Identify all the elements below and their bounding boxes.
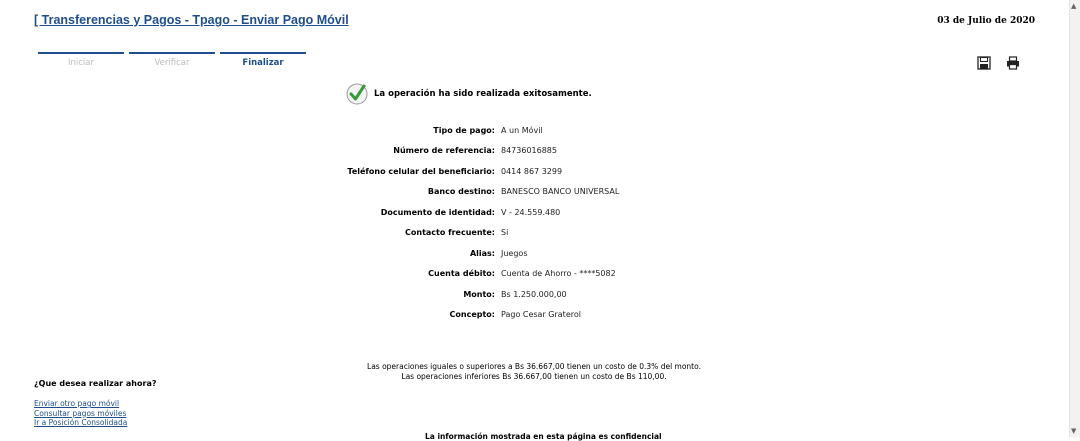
- payment-details: [300, 120, 619, 325]
- detail-row-banco: [300, 182, 619, 203]
- page-title: [ Transferencias y Pagos - Tpago - Enviar Pago Móvil: [34, 13, 349, 27]
- detail-value: 84736016885: [501, 146, 557, 156]
- detail-label: Contacto frecuente:: [405, 228, 495, 238]
- step-iniciar: Iniciar: [38, 52, 124, 68]
- detail-value: A un Móvil: [501, 125, 543, 135]
- detail-label: Alias:: [469, 248, 495, 258]
- detail-row-contacto: [300, 223, 619, 244]
- scroll-down-icon[interactable]: ▼: [1071, 427, 1077, 435]
- detail-label: Número de referencia:: [393, 146, 495, 156]
- vertical-scrollbar[interactable]: [1069, 0, 1080, 437]
- detail-row-telefono: [300, 161, 619, 182]
- current-date: 03 de Julio de 2020: [937, 16, 1035, 26]
- commission-note-line1: Las operaciones iguales o superiores a Bs 36.667,00 tienen un costo de 0.3% del monto.: [367, 362, 701, 371]
- detail-row-monto: [300, 284, 619, 305]
- detail-row-cuenta: [300, 264, 619, 285]
- detail-label: Cuenta débito:: [428, 269, 495, 279]
- detail-label: Teléfono celular del beneficiario:: [347, 166, 495, 176]
- link-consultar-pagos[interactable]: Consultar pagos móviles: [34, 408, 127, 418]
- link-posicion-consolidada[interactable]: Ir a Posición Consolidada: [34, 418, 128, 427]
- commission-note-line2: Las operaciones inferiores Bs 36.667,00 tienen un costo de Bs 110,00.: [401, 371, 667, 381]
- commission-note: [300, 362, 768, 381]
- next-actions-links: [34, 399, 127, 428]
- progress-steps: [38, 52, 306, 68]
- detail-row-documento: [300, 202, 619, 223]
- detail-label: Banco destino:: [427, 187, 495, 197]
- detail-row-concepto: [300, 305, 619, 326]
- check-icon: [346, 83, 368, 105]
- detail-value: Juegos: [501, 248, 528, 258]
- detail-row-alias: [300, 243, 619, 264]
- detail-label: Documento de identidad:: [380, 207, 495, 217]
- scroll-up-icon[interactable]: ▲: [1071, 2, 1077, 10]
- confirmation-message: La operación ha sido realizada exitosamente.: [374, 89, 592, 99]
- confirmation-banner: [346, 83, 592, 105]
- detail-value: Bs 1.250.000,00: [501, 289, 567, 299]
- detail-label: Tipo de pago:: [433, 125, 495, 135]
- detail-label: Concepto:: [449, 310, 495, 320]
- page-title-text: Transferencias y Pagos - Tpago - Enviar Pago Móvil: [41, 13, 349, 27]
- step-finalizar: Finalizar: [220, 52, 306, 68]
- step-verificar: Verificar: [129, 52, 215, 68]
- detail-value: Pago Cesar Graterol: [501, 310, 581, 320]
- detail-value: Si: [501, 228, 509, 238]
- next-actions-heading: ¿Que desea realizar ahora?: [34, 379, 157, 388]
- detail-row-tipo-pago: [300, 120, 619, 141]
- print-icon[interactable]: [1006, 55, 1020, 69]
- detail-label: Monto:: [463, 289, 495, 299]
- link-enviar-otro-pago[interactable]: Enviar otro pago móvil: [34, 399, 120, 408]
- save-icon[interactable]: [977, 55, 991, 69]
- confidential-footer: La información mostrada en esta página es confidencial: [425, 432, 662, 441]
- detail-value: V - 24.559.480: [501, 207, 561, 217]
- detail-value: BANESCO BANCO UNIVERSAL: [501, 187, 620, 197]
- detail-row-referencia: [300, 141, 619, 162]
- detail-value: 0414 867 3299: [501, 166, 563, 176]
- detail-value: Cuenta de Ahorro - ****5082: [501, 269, 616, 279]
